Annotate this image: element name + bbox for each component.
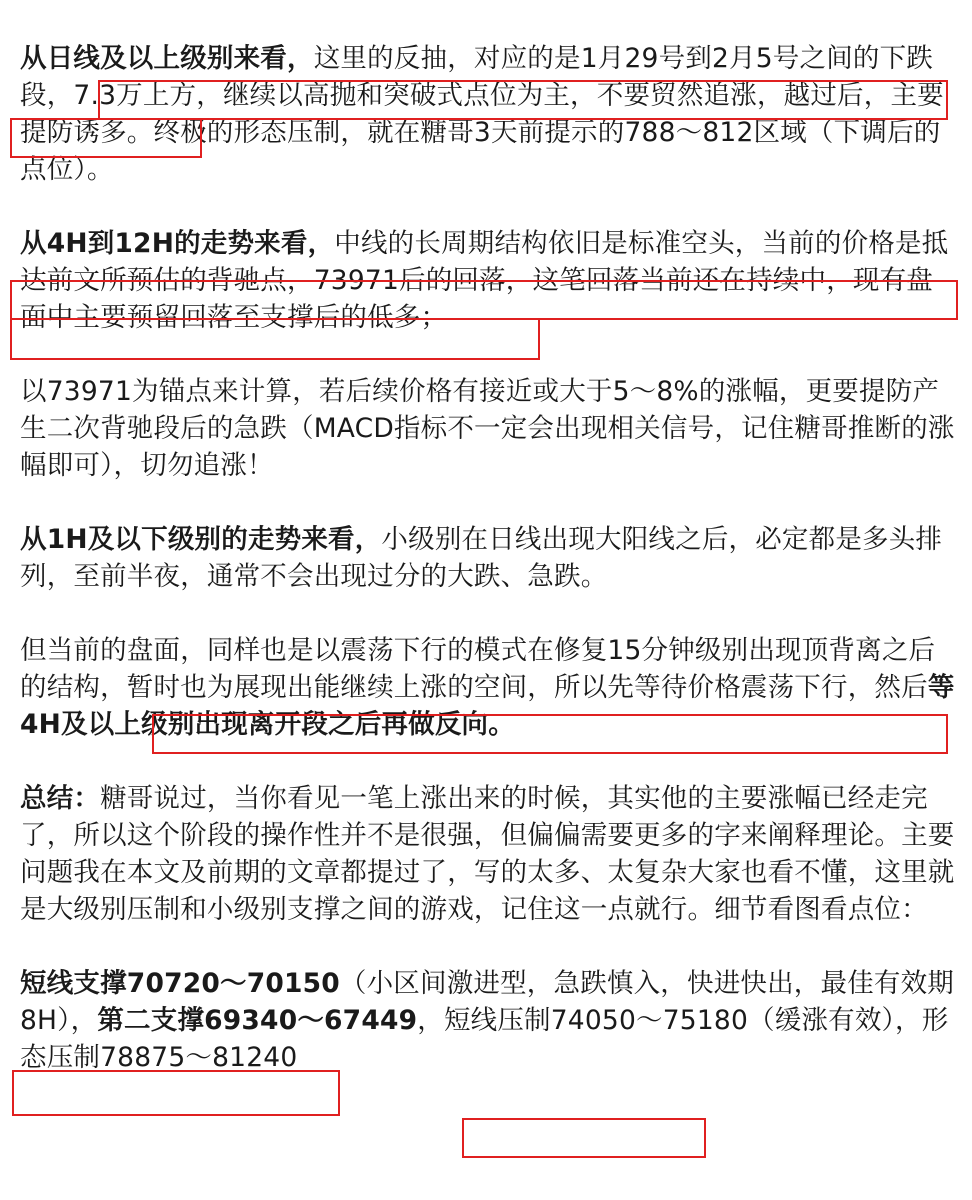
paragraph-lead: 总结： xyxy=(20,783,101,814)
highlight-box xyxy=(462,1118,706,1158)
paragraph-text: 中线的长周期结构依旧是标准空头，当前的价格是抵达前文所预估的背驰点，73971后的回落，这笔回落当前还在持续中，现有盘面中主要预留回落至支撑后的低多； xyxy=(20,228,949,333)
paragraph-summary xyxy=(20,780,955,928)
support-level: 短线支撑70720～70150 xyxy=(20,968,340,999)
paragraph-1h xyxy=(20,521,955,595)
paragraph-text: 糖哥说过，当你看见一笔上涨出来的时候，其实他的主要涨幅已经走完了，所以这个阶段的操作性并不是很强，但偏偏需要更多的字来阐释理论。主要问题我在本文及前期的文章都提过了，写的太多、太复杂大家也看不懂，这里就是大级别压制和小级别支撑之间的游戏，记住这一点就行。细节看图看点位： xyxy=(20,783,955,925)
paragraph-text: 以73971为锚点来计算，若后续价格有接近或大于5～8%的涨幅，更要提防产生二次背驰段后的急跌（MACD指标不一定会出现相关信号，记住糖哥推断的涨幅即可），切勿追涨！ xyxy=(20,376,955,481)
paragraph-anchor xyxy=(20,373,955,484)
resistance-levels: 短线压制74050～75180（缓涨有效），形态压制78875～81240 xyxy=(20,1005,949,1073)
paragraph-text: 这里的反抽，对应的是1月29号到2月5号之间的下跌段，7.3万上方，继续以高抛和突破式点位为主，不要贸然追涨，越过后，主要提防诱多。终极的形态压制，就在糖哥3天前提示的788～812区域（下调后的点位）。 xyxy=(20,43,944,185)
paragraph-4h-12h xyxy=(20,225,955,336)
paragraph-text: 小级别在日线出现大阳线之后，必定都是多头排列，至前半夜，通常不会出现过分的大跌、急跌。 xyxy=(20,524,943,592)
highlight-box xyxy=(12,1070,340,1116)
paragraph-lead: 从1H及以下级别的走势来看， xyxy=(20,524,382,555)
paragraph-levels xyxy=(20,965,955,1076)
paragraph-lead: 从日线及以上级别来看， xyxy=(20,43,314,74)
second-support-level: 第二支撑69340～67449 xyxy=(97,1005,418,1036)
paragraph-daily xyxy=(20,40,955,188)
paragraph-tail-bold: 等4H及以上级别出现离开段之后再做反向。 xyxy=(20,672,955,740)
support-note: （小区间激进型，急跌慎入，快进快出，最佳有效期8H）， xyxy=(20,968,954,1036)
article-body xyxy=(20,40,955,1076)
separator: ， xyxy=(417,1005,444,1036)
paragraph-current xyxy=(20,632,955,743)
paragraph-text: 但当前的盘面，同样也是以震荡下行的模式在修复15分钟级别出现顶背离之后的结构，暂时也为展现出能继续上涨的空间，所以先等待价格震荡下行，然后 xyxy=(20,635,936,703)
paragraph-lead: 从4H到12H的走势来看， xyxy=(20,228,335,259)
